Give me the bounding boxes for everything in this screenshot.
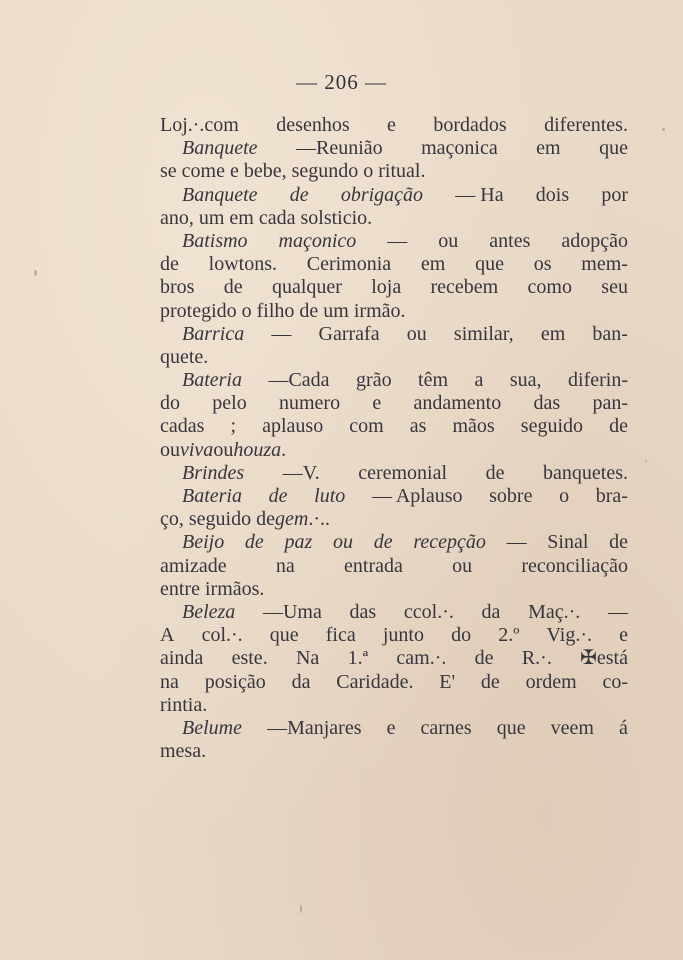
text-word: ou <box>160 438 180 461</box>
text-word: carnes <box>420 716 472 739</box>
text-word: maçonica <box>421 137 498 160</box>
text-word: os <box>533 253 552 276</box>
text-word: e <box>372 392 382 415</box>
text-word: de <box>474 647 494 670</box>
entry-term: Belume <box>182 716 242 739</box>
entry-term: Bateria <box>182 485 242 507</box>
text-word: ou <box>406 322 427 345</box>
text-word: em <box>536 137 561 160</box>
text-word: em <box>420 253 446 276</box>
text-line <box>160 578 628 601</box>
text-line <box>160 253 628 276</box>
text-word: —Uma <box>262 600 322 623</box>
text-word: —Cada <box>268 369 330 392</box>
text-word: das <box>533 392 561 415</box>
text-line <box>160 624 628 647</box>
text-word: junto <box>382 624 424 647</box>
text-word: de <box>160 253 179 276</box>
text-word: rintia. <box>160 693 208 716</box>
text-word: adopção <box>561 229 628 252</box>
text-line <box>160 508 628 531</box>
text-word: Maç.·. <box>528 600 581 623</box>
text-word: Loj.·.com <box>160 114 239 136</box>
entry-term: maçonico <box>278 229 357 252</box>
text-word: banquetes. <box>543 461 628 484</box>
text-word: Sinal <box>547 531 589 554</box>
text-word: de <box>485 461 505 484</box>
text-line <box>160 601 628 624</box>
text-word: de <box>223 276 243 299</box>
text-word: pan- <box>592 392 628 415</box>
text-word: de <box>609 531 628 554</box>
text-word: R.·. <box>521 647 552 670</box>
text-word: ceremonial <box>358 461 448 484</box>
text-word: co- <box>602 670 628 693</box>
text-word: andamento <box>413 392 502 415</box>
text-word: col.·. <box>201 624 243 647</box>
text-word: 1.ª <box>347 647 369 670</box>
entry-term: Beijo <box>182 531 225 554</box>
text-word: ainda <box>160 647 204 670</box>
entry-term: paz <box>284 531 313 554</box>
text-word: bros <box>160 276 195 299</box>
text-line <box>160 230 628 253</box>
entry-term: luto <box>314 485 346 507</box>
text-line <box>160 740 628 763</box>
text-word: das <box>349 600 377 623</box>
text-line <box>160 160 628 183</box>
text-word: o <box>559 485 570 507</box>
text-line <box>160 369 628 392</box>
text-word: ccol.·. <box>403 600 454 623</box>
text-word: 2.º <box>498 624 520 647</box>
text-word: — Aplauso <box>371 485 463 507</box>
text-word: ou <box>213 438 234 461</box>
text-word: entre irmãos. <box>160 577 265 600</box>
text-word: ço, seguido de <box>160 508 275 531</box>
text-word: diferentes. <box>544 114 628 136</box>
text-word: pelo <box>212 392 247 415</box>
text-word: antes <box>489 229 531 252</box>
text-word: similar, <box>453 322 514 345</box>
text-word: — <box>387 229 408 252</box>
text-word: Caridade. <box>336 670 414 693</box>
text-line <box>160 531 628 554</box>
text-word: e <box>619 624 628 647</box>
text-line <box>160 276 628 299</box>
text-line <box>160 647 628 670</box>
text-word: as <box>409 415 427 438</box>
text-word: .·.. <box>308 508 330 531</box>
text-word: — <box>607 600 628 623</box>
text-word: Na <box>295 647 320 670</box>
text-word: —Reunião <box>295 137 383 160</box>
entry-term: de <box>289 183 309 206</box>
text-word: ban- <box>592 322 628 345</box>
entry-term: Beleza <box>182 600 236 623</box>
text-word: loja <box>371 276 402 299</box>
text-word: entrada <box>344 554 403 577</box>
text-word: —Manjares <box>267 716 362 739</box>
text-line <box>160 485 628 508</box>
entry-term: de <box>268 485 288 507</box>
text-word: recebem <box>430 276 499 299</box>
text-word: A <box>160 624 175 647</box>
entry-term: Bateria <box>182 369 242 392</box>
text-line <box>160 114 628 137</box>
entry-term: viva <box>180 438 214 461</box>
text-word: da <box>481 600 501 623</box>
entry-term: houza <box>233 438 282 461</box>
page-number: — 206 — <box>296 70 387 94</box>
text-word: mesa. <box>160 740 207 763</box>
text-word: sua, <box>509 369 542 392</box>
text-line <box>160 462 628 485</box>
text-word: que <box>269 624 299 647</box>
text-word: ✠está <box>580 647 628 670</box>
entry-term: Barrica <box>182 322 245 345</box>
text-word: ou <box>452 554 473 577</box>
text-line <box>160 137 628 160</box>
text-word: sobre <box>489 485 533 507</box>
text-word: E' <box>439 670 456 693</box>
text-word: na <box>160 670 179 693</box>
text-word: que <box>475 253 504 276</box>
entry-term: recepção <box>413 531 486 554</box>
text-word: que <box>599 137 628 160</box>
text-line <box>160 671 628 694</box>
text-word: cadas <box>160 415 205 438</box>
text-word: — Ha <box>455 183 504 206</box>
text-word: ; <box>230 415 237 438</box>
text-line <box>160 555 628 578</box>
text-line <box>160 346 628 369</box>
text-word: — <box>506 531 527 554</box>
entry-term: gem <box>274 508 309 531</box>
text-word: Garrafa <box>318 322 380 345</box>
text-word: Cerimonia <box>306 253 392 276</box>
text-word: amizade <box>160 554 227 577</box>
text-word: aplauso <box>262 415 324 438</box>
paper-speck <box>300 905 302 913</box>
text-word: grão <box>356 369 392 392</box>
text-word: ordem <box>525 670 577 693</box>
text-word: mem- <box>581 253 628 276</box>
text-line <box>160 184 628 207</box>
entry-term: Banquete <box>182 137 258 160</box>
text-word: mãos <box>452 415 495 438</box>
text-word: como <box>527 276 572 299</box>
text-word: com <box>349 415 384 438</box>
text-word: . <box>281 438 287 461</box>
paper-speck <box>645 460 647 462</box>
text-line <box>160 392 628 415</box>
text-word: este. <box>231 647 268 670</box>
text-word: á <box>619 716 628 739</box>
text-line <box>160 323 628 346</box>
text-word: bra- <box>595 485 628 507</box>
text-word: se come e bebe, segundo o ritual. <box>160 160 426 183</box>
text-word: a <box>474 369 484 392</box>
text-word: têm <box>418 369 449 392</box>
text-word: Vig.·. <box>546 624 592 647</box>
entry-term: obrigação <box>340 183 424 206</box>
text-word: bordados <box>433 114 507 136</box>
paper-speck <box>662 128 665 131</box>
text-word: diferin- <box>568 369 628 392</box>
entry-term: de <box>244 531 264 554</box>
text-word: e <box>386 716 396 739</box>
text-word: de <box>480 670 500 693</box>
text-word: reconciliação <box>521 554 628 577</box>
text-line <box>160 415 628 438</box>
text-word: fica <box>325 624 356 647</box>
text-word: do <box>160 392 180 415</box>
text-line <box>160 717 628 740</box>
text-word: do <box>451 624 472 647</box>
text-word: qualquer <box>271 276 342 299</box>
text-word: lowtons. <box>208 253 277 276</box>
text-line <box>160 439 628 462</box>
text-word: na <box>275 554 295 577</box>
entry-term: Batismo <box>182 229 248 252</box>
text-word: que <box>496 716 526 739</box>
text-word: veem <box>550 716 594 739</box>
text-word: de <box>609 415 628 438</box>
text-word: posição <box>204 670 266 693</box>
entry-term: ou <box>333 531 354 554</box>
text-line <box>160 694 628 717</box>
text-word: numero <box>278 392 341 415</box>
text-word: — <box>271 322 292 345</box>
text-word: seu <box>601 276 628 299</box>
text-line <box>160 300 628 323</box>
entry-term: de <box>373 531 393 554</box>
text-word: quete. <box>160 345 209 368</box>
text-line <box>160 207 628 230</box>
text-word: da <box>291 670 311 693</box>
entry-term: Brindes <box>182 461 245 484</box>
text-word: —V. <box>282 461 320 484</box>
paper-speck <box>34 270 37 276</box>
text-word: seguido <box>520 415 583 438</box>
text-word: protegido o filho de um irmão. <box>160 299 406 322</box>
text-word: ou <box>438 229 459 252</box>
text-word: cam.·. <box>396 647 447 670</box>
text-word: desenhos <box>276 114 350 136</box>
text-word: por <box>601 183 628 206</box>
text-word: ano, um em cada solsticio. <box>160 206 373 229</box>
glossary-text <box>160 114 628 763</box>
text-word: dois <box>535 183 570 206</box>
text-word: em <box>540 322 566 345</box>
entry-term: Banquete <box>182 183 258 206</box>
text-word: e <box>387 114 396 136</box>
